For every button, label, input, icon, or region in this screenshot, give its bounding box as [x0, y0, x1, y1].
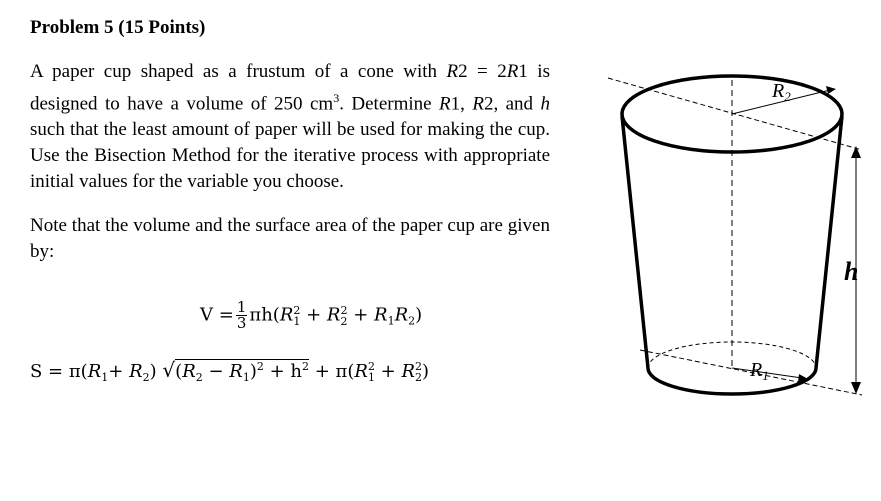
- formula-text: + π(: [309, 361, 355, 382]
- unit-exponent: 3: [333, 91, 340, 105]
- problem-title: Problem 5 (15 Points): [30, 17, 206, 38]
- var-r1: R: [506, 61, 519, 82]
- var-r2: R: [129, 361, 143, 382]
- var-r2-index: 2: [483, 93, 494, 115]
- fraction-denominator: 3: [236, 314, 247, 332]
- exponent: 2: [293, 303, 301, 317]
- formula-text: +: [108, 361, 130, 382]
- var-h: h: [540, 93, 550, 115]
- var-r2: R: [446, 61, 459, 82]
- top-radius-arrowhead: [826, 86, 836, 94]
- label-r1: [749, 359, 769, 383]
- label-r1-index: 1: [762, 368, 769, 383]
- index: 1: [387, 314, 395, 328]
- formula-text: ): [422, 361, 430, 382]
- label-r2-index: 2: [784, 89, 791, 104]
- index: 2: [142, 371, 150, 384]
- formula-text: πh(: [249, 304, 280, 326]
- fraction-numerator: 1: [236, 298, 247, 316]
- surface-formula: [30, 360, 429, 383]
- label-r2-letter: R: [772, 80, 785, 102]
- cup-left-wall: [622, 116, 648, 368]
- index: 2: [415, 371, 423, 384]
- var-r2: R: [401, 361, 416, 382]
- var-r2: R: [182, 361, 196, 382]
- subsup: [415, 361, 422, 383]
- var-r1: R: [87, 361, 102, 382]
- sqrt-body: [175, 359, 309, 382]
- label-r2: [771, 80, 791, 104]
- formula-text: S = π(: [30, 361, 88, 382]
- statement-text: , and: [493, 93, 541, 115]
- index: 2: [408, 314, 416, 328]
- var-r2: R: [326, 304, 341, 326]
- index: 1: [293, 314, 301, 328]
- var-r1: R: [279, 304, 294, 326]
- note-paragraph: Note that the volume and the surface area of the paper cup are given by:: [30, 215, 550, 262]
- formula-text: +: [374, 361, 402, 382]
- formula-text: ): [415, 304, 423, 326]
- formula-text: −: [202, 361, 230, 382]
- formula-text: ): [249, 361, 257, 382]
- formula-text: ): [149, 361, 163, 382]
- formula-text: +: [300, 304, 327, 326]
- index: 1: [101, 371, 109, 384]
- var-r1: R: [354, 361, 368, 382]
- formula-text: V =: [200, 304, 234, 326]
- var-r2-index: 2: [458, 61, 468, 82]
- var-r1: R: [374, 304, 388, 326]
- index: 1: [242, 371, 250, 384]
- statement-text: A paper cup shaped as a frustum of a cone with: [30, 61, 447, 82]
- statement-text: such that the least amount of paper will be used for making the cup. Use the Bisection Method for the iterative process with appropriate initial values for the variable you choose.: [30, 119, 550, 193]
- statement-text: is designed to have a volume of 250 cm: [30, 61, 550, 115]
- formula-text: +: [347, 304, 374, 326]
- volume-formula: [200, 300, 422, 331]
- exponent: 2: [256, 360, 264, 373]
- height-arrow-top: [851, 146, 861, 158]
- statement-text: ,: [460, 93, 473, 115]
- var-r2: R: [472, 93, 484, 115]
- problem-statement: [30, 59, 550, 195]
- var-r2: R: [394, 304, 409, 326]
- sqrt-symbol: √: [162, 358, 176, 382]
- statement-text: = 2: [467, 61, 507, 82]
- label-h: h: [844, 257, 859, 286]
- subsup: [368, 361, 375, 383]
- var-r1: R: [439, 93, 451, 115]
- index: 2: [195, 371, 203, 384]
- var-r1: R: [229, 361, 243, 382]
- paper-cup-figure: [600, 50, 881, 420]
- height-arrow-bottom: [851, 382, 861, 394]
- exponent: 2: [367, 360, 375, 373]
- exponent: 2: [340, 303, 348, 317]
- formula-text: + h: [263, 361, 302, 382]
- index: 1: [367, 371, 375, 384]
- fraction-one-third: [236, 300, 248, 331]
- cup-right-wall: [816, 116, 842, 368]
- exponent: 2: [415, 360, 423, 373]
- index: 2: [340, 314, 348, 328]
- statement-text: . Determine: [339, 93, 440, 115]
- var-r1-index: 1: [518, 61, 528, 82]
- formula-text: (: [175, 361, 183, 382]
- exponent: 2: [302, 360, 309, 373]
- label-r1-letter: R: [750, 359, 763, 381]
- var-r1-index: 1: [450, 93, 461, 115]
